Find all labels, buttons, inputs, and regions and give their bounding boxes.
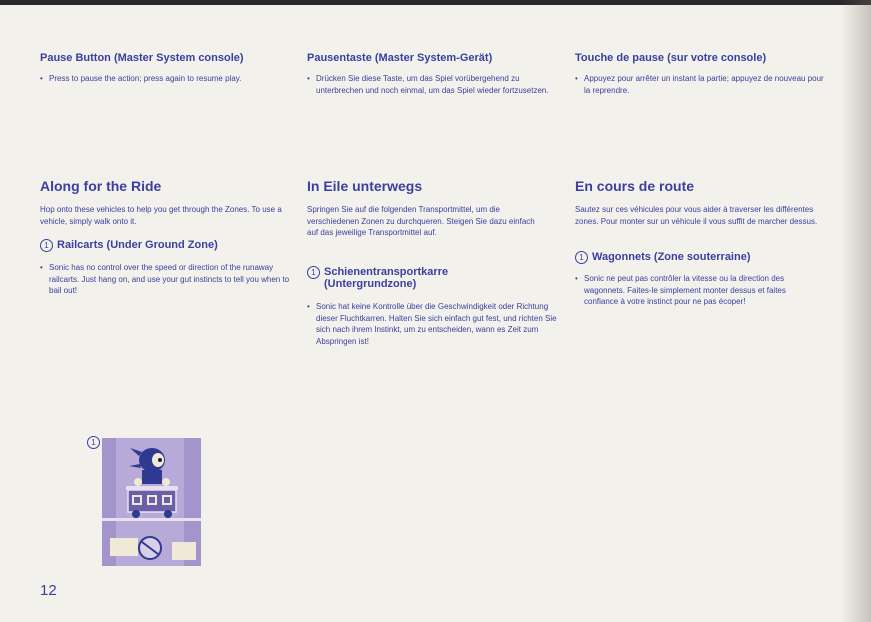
- section-title: En cours de route: [575, 178, 695, 194]
- subsection-title: Wagonnets (Zone souterraine): [592, 251, 751, 263]
- subsection-heading: [575, 251, 751, 264]
- subsection-heading: [307, 266, 507, 290]
- subsection-text: • Sonic hat keine Kontrolle über die Geschwindigkeit oder Richtung dieser Fluchtkarren. Halten Sie sich einfach gut fest, und richten Sie sich nach ihrem Instinkt, um zu entscheiden, wann es Zeit zum Abspringen ist!: [307, 301, 562, 347]
- page-gutter-shadow: [841, 0, 871, 622]
- section-title: Along for the Ride: [40, 178, 162, 194]
- subsection-text: • Sonic has no control over the speed or direction of the runaway railcarts. Just hang on, and use your gut instincts to tell you when to bail out!: [40, 262, 295, 297]
- page-number: 12: [40, 582, 57, 599]
- pause-text: • Appuyez pour arrêter un instant la partie; appuyez de nouveau pour la reprendre.: [575, 73, 830, 96]
- number-circle-icon: 1: [40, 239, 53, 252]
- pause-text: • Press to pause the action; press again to resume play.: [40, 73, 289, 85]
- subsection-title: Schienentransportkarre (Untergrundzone): [324, 266, 449, 290]
- railcart-scene-image: [102, 438, 201, 566]
- top-edge: [0, 0, 871, 5]
- figure-number-icon: 1: [87, 436, 100, 449]
- game-screenshot: [102, 438, 201, 566]
- section-intro: Springen Sie auf die folgenden Transportmittel, um die verschiedenen Zonen zu durchqueren. Steigen Sie dazu einfach auf das jeweilige Transportmittel auf.: [307, 205, 535, 237]
- pause-title: Pause Button (Master System console): [40, 52, 244, 64]
- pause-title: Pausentaste (Master System-Gerät): [307, 52, 493, 64]
- pause-text: • Drücken Sie diese Taste, um das Spiel vorübergehend zu unterbrechen und noch einmal, um das Spiel wieder fortzusetzen.: [307, 73, 551, 96]
- subsection-heading: [40, 239, 218, 252]
- section-intro: Hop onto these vehicles to help you get through the Zones. To use a vehicle, simply walk onto it.: [40, 205, 282, 226]
- section-title: In Eile unterwegs: [307, 178, 423, 194]
- subsection-title: Railcarts (Under Ground Zone): [57, 239, 218, 251]
- number-circle-icon: 1: [307, 266, 320, 279]
- number-circle-icon: 1: [575, 251, 588, 264]
- subsection-text: • Sonic ne peut pas contrôler la vitesse ou la direction des wagonnets. Faites-le simplement monter dessus et faites confiance à votre instinct pour ne pas écoper!: [575, 273, 799, 308]
- section-intro: Sautez sur ces véhicules pour vous aider à traverser les différentes zones. Pour monter sur un véhicule il vous suffit de marcher dessus.: [575, 205, 818, 226]
- pause-title: Touche de pause (sur votre console): [575, 52, 767, 64]
